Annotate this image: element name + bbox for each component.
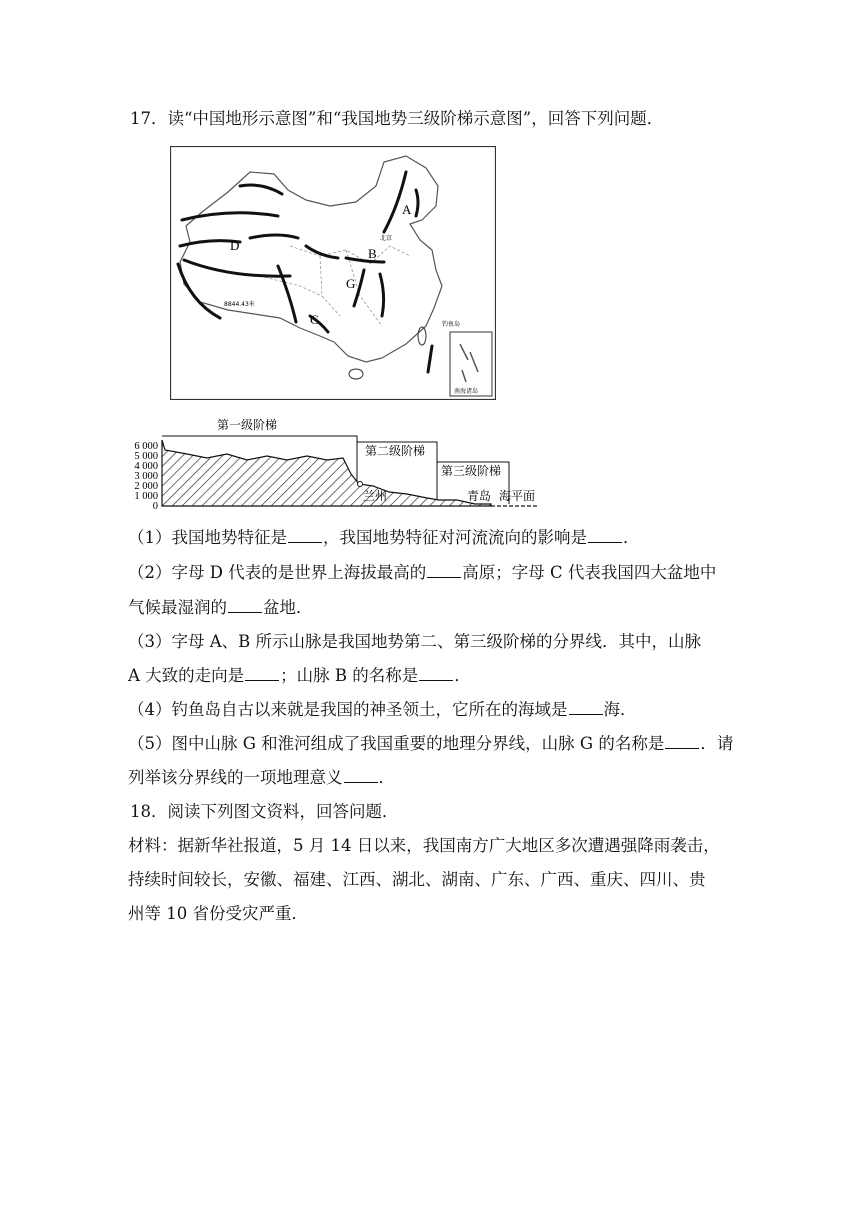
answer-blank[interactable] [588,528,622,543]
y-tick-0: 0 [152,501,158,512]
y-tick-2000: 2 000 [134,481,158,492]
q17-item-2-cont [128,596,313,620]
answer-blank[interactable] [245,666,279,681]
q18-material-line-3: 州等 10 省份受灾严重． [128,904,308,923]
place-label-qingdao: 青岛 [467,489,492,503]
y-tick-3000: 3 000 [134,471,158,482]
question-17-intro: 17．读“中国地形示意图”和“我国地势三级阶梯示意图”，回答下列问题． [130,109,664,128]
china-terrain-map [170,146,496,400]
q17-item-3-part-a: （3）字母 A、B 所示山脉是我国地势第二、第三级阶梯的分界线．其中，山脉 [128,632,702,651]
answer-blank[interactable] [288,528,322,543]
map-letter-d: D [230,238,240,253]
y-tick-5000: 5 000 [134,451,158,462]
q17-item-1 [128,526,640,550]
question-18-intro: 18．阅读下列图文资料，回答问题． [130,802,399,821]
q17-item-3-cont-part-b: ；山脉 B 的名称是 [280,666,419,685]
map-letter-a: A [402,202,412,217]
q17-item-5 [128,732,733,756]
q17-item-1-part-b: ，我国地势特征对河流流向的影响是 [323,528,587,547]
q18-material-line-2: 持续时间较长，安徽、福建、江西、湖北、湖南、广东、广西、重庆、四川、贵 [128,870,706,889]
q17-item-2-part-b: 高原；字母 C 代表我国四大盆地中 [462,563,717,582]
q17-item-2 [128,561,716,585]
q17-item-1-part-a: （1）我国地势特征是 [128,528,287,547]
place-label-lanzhou: 兰州 [363,489,388,503]
q17-item-3-cont-part-c: ． [454,666,471,685]
q17-item-3 [128,630,701,654]
q17-item-2-cont-part-b: 盆地． [263,598,313,617]
q17-item-3-cont-part-a: A 大致的走向是 [128,666,245,685]
q17-item-5-part-a: （5）图中山脉 G 和淮河组成了我国重要的地理分界线，山脉 G 的名称是 [128,734,665,753]
map-label-beijing: 北京 [380,235,393,242]
q17-item-4-part-a: （4）钓鱼岛自古以来就是我国的神圣领土，它所在的海域是 [128,700,568,719]
y-tick-1000: 1 000 [134,491,158,502]
map-letter-b: B [368,246,377,261]
q17-item-5-cont-part-a: 列举该分界线的一项地理意义 [128,768,343,787]
tier-label-1: 第一级阶梯 [217,418,278,432]
y-tick-4000: 4 000 [134,461,158,472]
map-letter-c: C [310,312,319,327]
map-label-everest: 8844.43米 [224,301,255,308]
q17-item-4 [128,698,637,722]
map-label-diaoyudao: 钓鱼岛 [442,321,461,328]
q17-item-4-part-b: 海． [603,700,637,719]
answer-blank[interactable] [427,563,461,578]
answer-blank[interactable] [344,768,378,783]
tier-label-3: 第三级阶梯 [441,464,502,478]
q17-item-1-part-c: ． [623,528,640,547]
answer-blank[interactable] [228,598,262,613]
answer-blank[interactable] [665,734,699,749]
terrain-steps-diagram [127,412,547,516]
q17-item-5-part-b: ．请 [700,734,734,753]
y-tick-6000: 6 000 [134,441,158,452]
map-label-nanhai: 南海诸岛 [454,388,479,395]
q18-material-line-1: 材料：据新华社报道，5 月 14 日以来，我国南方广大地区多次遭遇强降雨袭击， [128,836,720,855]
q17-item-5-cont [128,766,395,790]
q17-item-5-cont-part-b: ． [378,768,395,787]
q17-item-3-cont [128,664,471,688]
tier-label-2: 第二级阶梯 [365,444,426,458]
map-letter-g: G [346,276,356,291]
answer-blank[interactable] [569,700,603,715]
q17-item-2-cont-part-a: 气候最湿润的 [128,598,227,617]
answer-blank[interactable] [419,666,453,681]
q17-item-2-part-a: （2）字母 D 代表的是世界上海拔最高的 [128,563,427,582]
place-label-sea-level: 海平面 [499,489,536,503]
